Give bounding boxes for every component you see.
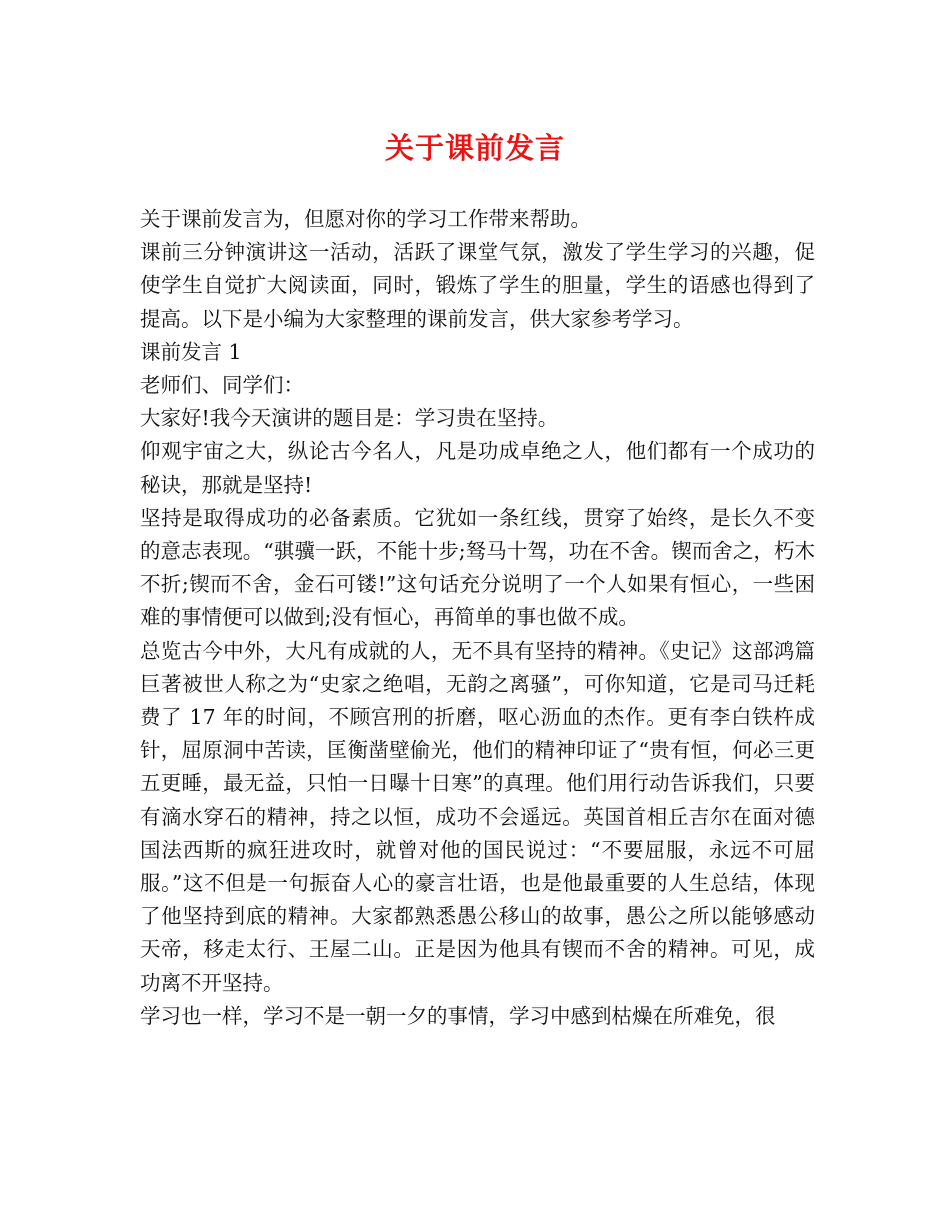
paragraph-body: 坚持是取得成功的必备素质。它犹如一条红线，贯穿了始终，是长久不变的意志表现。“骐骥一跃，不能十步;驽马十驾，功在不舍。锲而舍之，朽木不折;锲而不舍，金石可镂!”这句话充分说明了一个人如果有恒心，一些困难的事情便可以做到;没有恒心，再简单的事也做不成。: [140, 505, 815, 630]
paragraph-summary: 课前三分钟演讲这一活动，活跃了课堂气氛，激发了学生学习的兴趣，促使学生自觉扩大阅读面，同时，锻炼了学生的胆量，学生的语感也得到了提高。以下是小编为大家整理的课前发言，供大家参考学习。: [140, 240, 815, 331]
salutation: 老师们、同学们：: [140, 373, 304, 398]
paragraph-body: 总览古今中外，大凡有成就的人，无不具有坚持的精神。《史记》这部鸿篇巨著被世人称之为“史家之绝唱，无韵之离骚”，可你知道，它是司马迁耗费了 17 年的时间，不顾宫刑的折磨，呕心沥血的杰作。更有李白铁杵成针，屈原洞中苦读，匡衡凿壁偷光，他们的精神印证了“贵有恒，何必三更五更睡，最无益，只怕一日曝十日寒”的真理。他们用行动告诉我们，只要有滴水穿石的精神，持之以恒，成功不会遥远。英国首相丘吉尔在面对德国法西斯的疯狂进攻时，就曾对他的国民说过：“不要屈服，永远不可屈服。”这不但是一句振奋人心的豪言壮语，也是他最重要的人生总结，体现了他坚持到底的精神。大家都熟悉愚公移山的故事，愚公之所以能够感动天帝，移走太行、王屋二山。正是因为他具有锲而不舍的精神。可见，成功离不开坚持。: [140, 638, 815, 995]
paragraph-body: 学习也一样，学习不是一朝一夕的事情，学习中感到枯燥在所难免，很: [140, 1003, 776, 1028]
document-title: 关于课前发言: [384, 131, 565, 165]
paragraph-body: 仰观宇宙之大，纵论古今名人，凡是功成卓绝之人，他们都有一个成功的秘诀，那就是坚持!: [140, 439, 815, 497]
document-body: [140, 203, 815, 1033]
section-heading: 课前发言 1: [140, 339, 242, 364]
paragraph-intro: 关于课前发言为，但愿对你的学习工作带来帮助。: [140, 207, 591, 231]
paragraph-greeting: 大家好!我今天演讲的题目是：学习贵在坚持。: [140, 406, 559, 431]
